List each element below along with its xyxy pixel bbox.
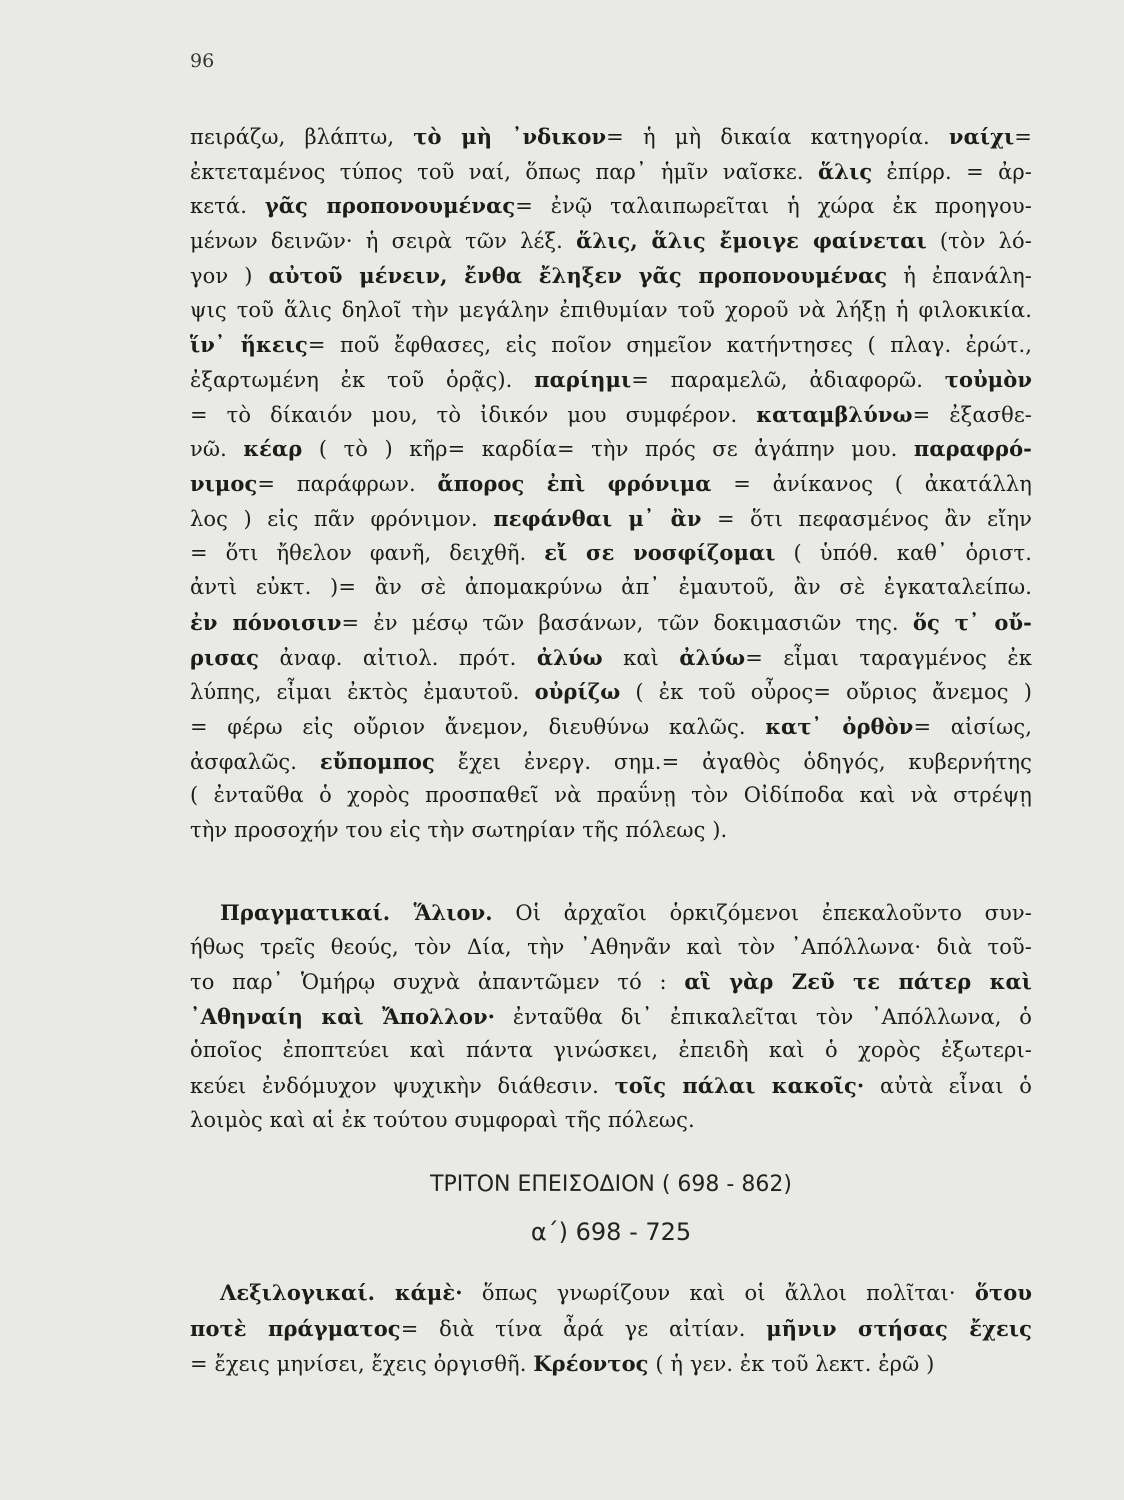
lemma: πεφάνθαι μ᾽ ἂν [493, 505, 702, 531]
lemma: οὐρίζω [534, 679, 621, 705]
lemma: ἅλις, ἅλις ἔμοιγε φαίνεται [576, 228, 927, 254]
lemma: ἀλύω [536, 644, 603, 670]
text-line: ἐκτεταμένος τύπος τοῦ ναί, ὅπως παρ᾽ ἡμῖν ναῖσκε. ἅλις ἐπίρρ. = ἀρ- [190, 158, 1032, 184]
lemma: γᾶς προπονουμένας [264, 193, 516, 219]
text-line: ήθως τρεῖς θεούς, τὸν Δία, τὴν ᾽Αθηνᾶν καὶ τὸν ᾽Απόλλωνα· διὰ τοῦ- [190, 934, 1032, 959]
lemma: ἅλις [817, 158, 873, 184]
text-line: ἐξαρτωμένη ἐκ τοῦ ὁρᾷς). παρίημι= παραμελῶ, ἀδιαφορῶ. τοὐμὸν [190, 366, 1032, 392]
text-line: γον ) αὐτοῦ μένειν, ἔνθα ἔληξεν γᾶς προπονουμένας ἡ ἐπανάλη- [190, 262, 1032, 288]
text-line: μένων δεινῶν· ἡ σειρὰ τῶν λέξ. ἅλις, ἅλις ἔμοιγε φαίνεται (τὸν λό- [190, 228, 1032, 254]
lemma: Κρέοντος [533, 1351, 649, 1376]
text-line: το παρ᾽ Ὁμήρῳ συχνὰ ἀπαντῶμεν τό : αἳ γὰρ Ζεῦ τε πάτερ καὶ [190, 969, 1033, 995]
text-line: ὁποῖος ἐποπτεύει καὶ πάντα γινώσκει, ἐπειδὴ καὶ ὁ χορὸς ἐξωτερι- [190, 1038, 1032, 1063]
text-line: = ἔχεις μηνίσει, ἔχεις ὀργισθῆ. Κρέοντος ( ἡ γεν. ἐκ τοῦ λεκτ. ἐρῶ ) [190, 1351, 935, 1376]
text-line: ψις τοῦ ἅλις δηλοῖ τὴν μεγάλην ἐπιθυμίαν τοῦ χοροῦ νὰ λήξῃ ἡ φιλοκικία. [190, 297, 1032, 322]
text-line: ( ἐνταῦθα ὁ χορὸς προσπαθεῖ νὰ πραΰνῃ τὸν Οἰδίποδα καὶ νὰ στρέψῃ [190, 783, 1032, 808]
lemma: παρίημι [534, 366, 632, 392]
text-line: ᾽Αθηναίη καὶ Ἄπολλον· ἐνταῦθα δι᾽ ἐπικαλεῖται τὸν ᾽Απόλλωνα, ὁ [190, 1003, 1032, 1029]
text-line: = φέρω εἰς οὔριον ἄνεμον, διευθύνω καλῶς. κατ᾽ ὀρθὸν= αἰσίως, [190, 713, 1032, 739]
text-line: = ὅτι ἤθελον φανῆ, δειχθῆ. εἴ σε νοσφίζομαι ( ὑπόθ. καθ᾽ ὁριστ. [190, 540, 1032, 566]
lemma: καταμβλύνω [756, 401, 913, 427]
text-line: νῶ. κέαρ ( τὸ ) κῆρ= καρδία= τὴν πρός σε ἀγάπην μου. παραφρό- [190, 436, 1032, 462]
lemma: ποτὲ πράγματος [190, 1315, 401, 1341]
text-line: ρισας ἀναφ. αἰτιολ. πρότ. ἀλύω καὶ ἀλύω= εἶμαι ταραγμένος ἐκ [190, 644, 1033, 670]
lemma: ὅς τ᾽ οὔ- [912, 609, 1032, 635]
text-line: λύπης, εἶμαι ἐκτὸς ἐμαυτοῦ. οὐρίζω ( ἐκ τοῦ οὖρος= οὔριος ἄνεμος ) [190, 679, 1032, 705]
text-line: ἵν᾽ ἥκεις= ποῦ ἔφθασες, εἰς ποῖον σημεῖον κατήντησες ( πλαγ. ἐρώτ., [190, 332, 1032, 358]
page-number: 96 [190, 50, 215, 72]
text-line: κετά. γᾶς προπονουμένας= ἐνῷ ταλαιπωρεῖται ἡ χώρα ἐκ προηγου- [190, 193, 1032, 219]
lemma: νιμος [190, 471, 258, 496]
lemma: μῆνιν στήσας ἔχεις [766, 1315, 1032, 1341]
text-line: τὴν προσοχήν του εἰς τὴν σωτηρίαν τῆς πόλεως ). [190, 818, 728, 842]
lemma: ρισας [190, 644, 260, 670]
text-line: Πραγματικαί. Ἅλιον. Οἱ ἀρχαῖοι ὁρκιζόμενοι ἐπεκαλοῦντο συν- [220, 900, 1032, 925]
text-line: = τὸ δίκαιόν μου, τὸ ἰδικόν μου συμφέρον. καταμβλύνω= ἐξασθε- [190, 401, 1032, 427]
text-line: ἐν πόνοισιν= ἐν μέσῳ τῶν βασάνων, τῶν δοκιμασιῶν της. ὅς τ᾽ οὔ- [190, 609, 1032, 635]
lemma: κέαρ [243, 436, 303, 462]
text-line: ποτὲ πράγματος= διὰ τίνα ἆρά γε αἰτίαν. μῆνιν στήσας ἔχεις [190, 1315, 1032, 1341]
lemma: ὅτου [974, 1280, 1032, 1305]
text-line: Λεξιλογικαί. κάμὲ· ὅπως γνωρίζουν καὶ οἱ ἄλλοι πολῖται· ὅτου [220, 1280, 1032, 1305]
lemma: ᾽Αθηναίη καὶ Ἄπολλον· [190, 1003, 496, 1029]
text-line: νιμος= παράφρων. ἄπορος ἐπὶ φρόνιμα = ἀνίκανος ( ἀκατάλλη [190, 471, 1032, 496]
text-line: ἀσφαλῶς. εὔπομπος ἔχει ἐνεργ. σημ.= ἀγαθὸς ὁδηγός, κυβερνήτης [190, 748, 1032, 774]
lemma: αὐτοῦ μένειν, ἔνθα ἔληξεν γᾶς προπονουμένας [268, 262, 888, 288]
text-line: λοιμὸς καὶ αἱ ἐκ τούτου συμφοραὶ τῆς πόλεως. [190, 1107, 695, 1132]
section-title: ΤΡΙΤΟΝ ΕΠΕΙΣΟΔΙΟΝ ( 698 - 862) [430, 1172, 792, 1197]
section-subtitle: α΄) 698 - 725 [530, 1218, 692, 1246]
lemma: αἳ γὰρ Ζεῦ τε πάτερ καὶ [684, 969, 1033, 995]
lemma: ναίχι [948, 124, 1015, 149]
text-line: ἀντὶ εὐκτ. )= ἂν σὲ ἀπομακρύνω ἀπ᾽ ἐμαυτοῦ, ἂν σὲ ἐγκαταλείπω. [190, 575, 1032, 600]
text-line: λος ) εἰς πᾶν φρόνιμον. πεφάνθαι μ᾽ ἂν = ὅτι πεφασμένος ἂν εἴην [190, 505, 1032, 531]
lemma: Πραγματικαί. Ἅλιον. [220, 900, 493, 925]
lemma: τοῖς πάλαι κακοῖς· [614, 1073, 865, 1098]
lemma: ἐν πόνοισιν [190, 609, 342, 635]
lemma: τοὐμὸν [944, 366, 1032, 392]
lemma: ἀλύω [679, 644, 746, 670]
lemma: τὸ μὴ ᾽νδικον [413, 124, 607, 149]
lemma: ἄπορος ἐπὶ φρόνιμα [437, 471, 712, 496]
lemma: εὔπομπος [319, 748, 435, 774]
text-line: κεύει ἐνδόμυχον ψυχικὴν διάθεσιν. τοῖς πάλαι κακοῖς· αὐτὰ εἶναι ὁ [190, 1073, 1032, 1098]
text-line: πειράζω, βλάπτω, τὸ μὴ ᾽νδικον= ἡ μὴ δικαία κατηγορία. ναίχι= [190, 124, 1032, 149]
lemma: εἴ σε νοσφίζομαι [544, 540, 776, 566]
lemma: Λεξιλογικαί. κάμὲ· [220, 1280, 463, 1305]
lemma: κατ᾽ ὀρθὸν [765, 713, 914, 739]
lemma: ἵν᾽ ἥκεις [190, 332, 308, 358]
lemma: παραφρό- [913, 436, 1032, 462]
